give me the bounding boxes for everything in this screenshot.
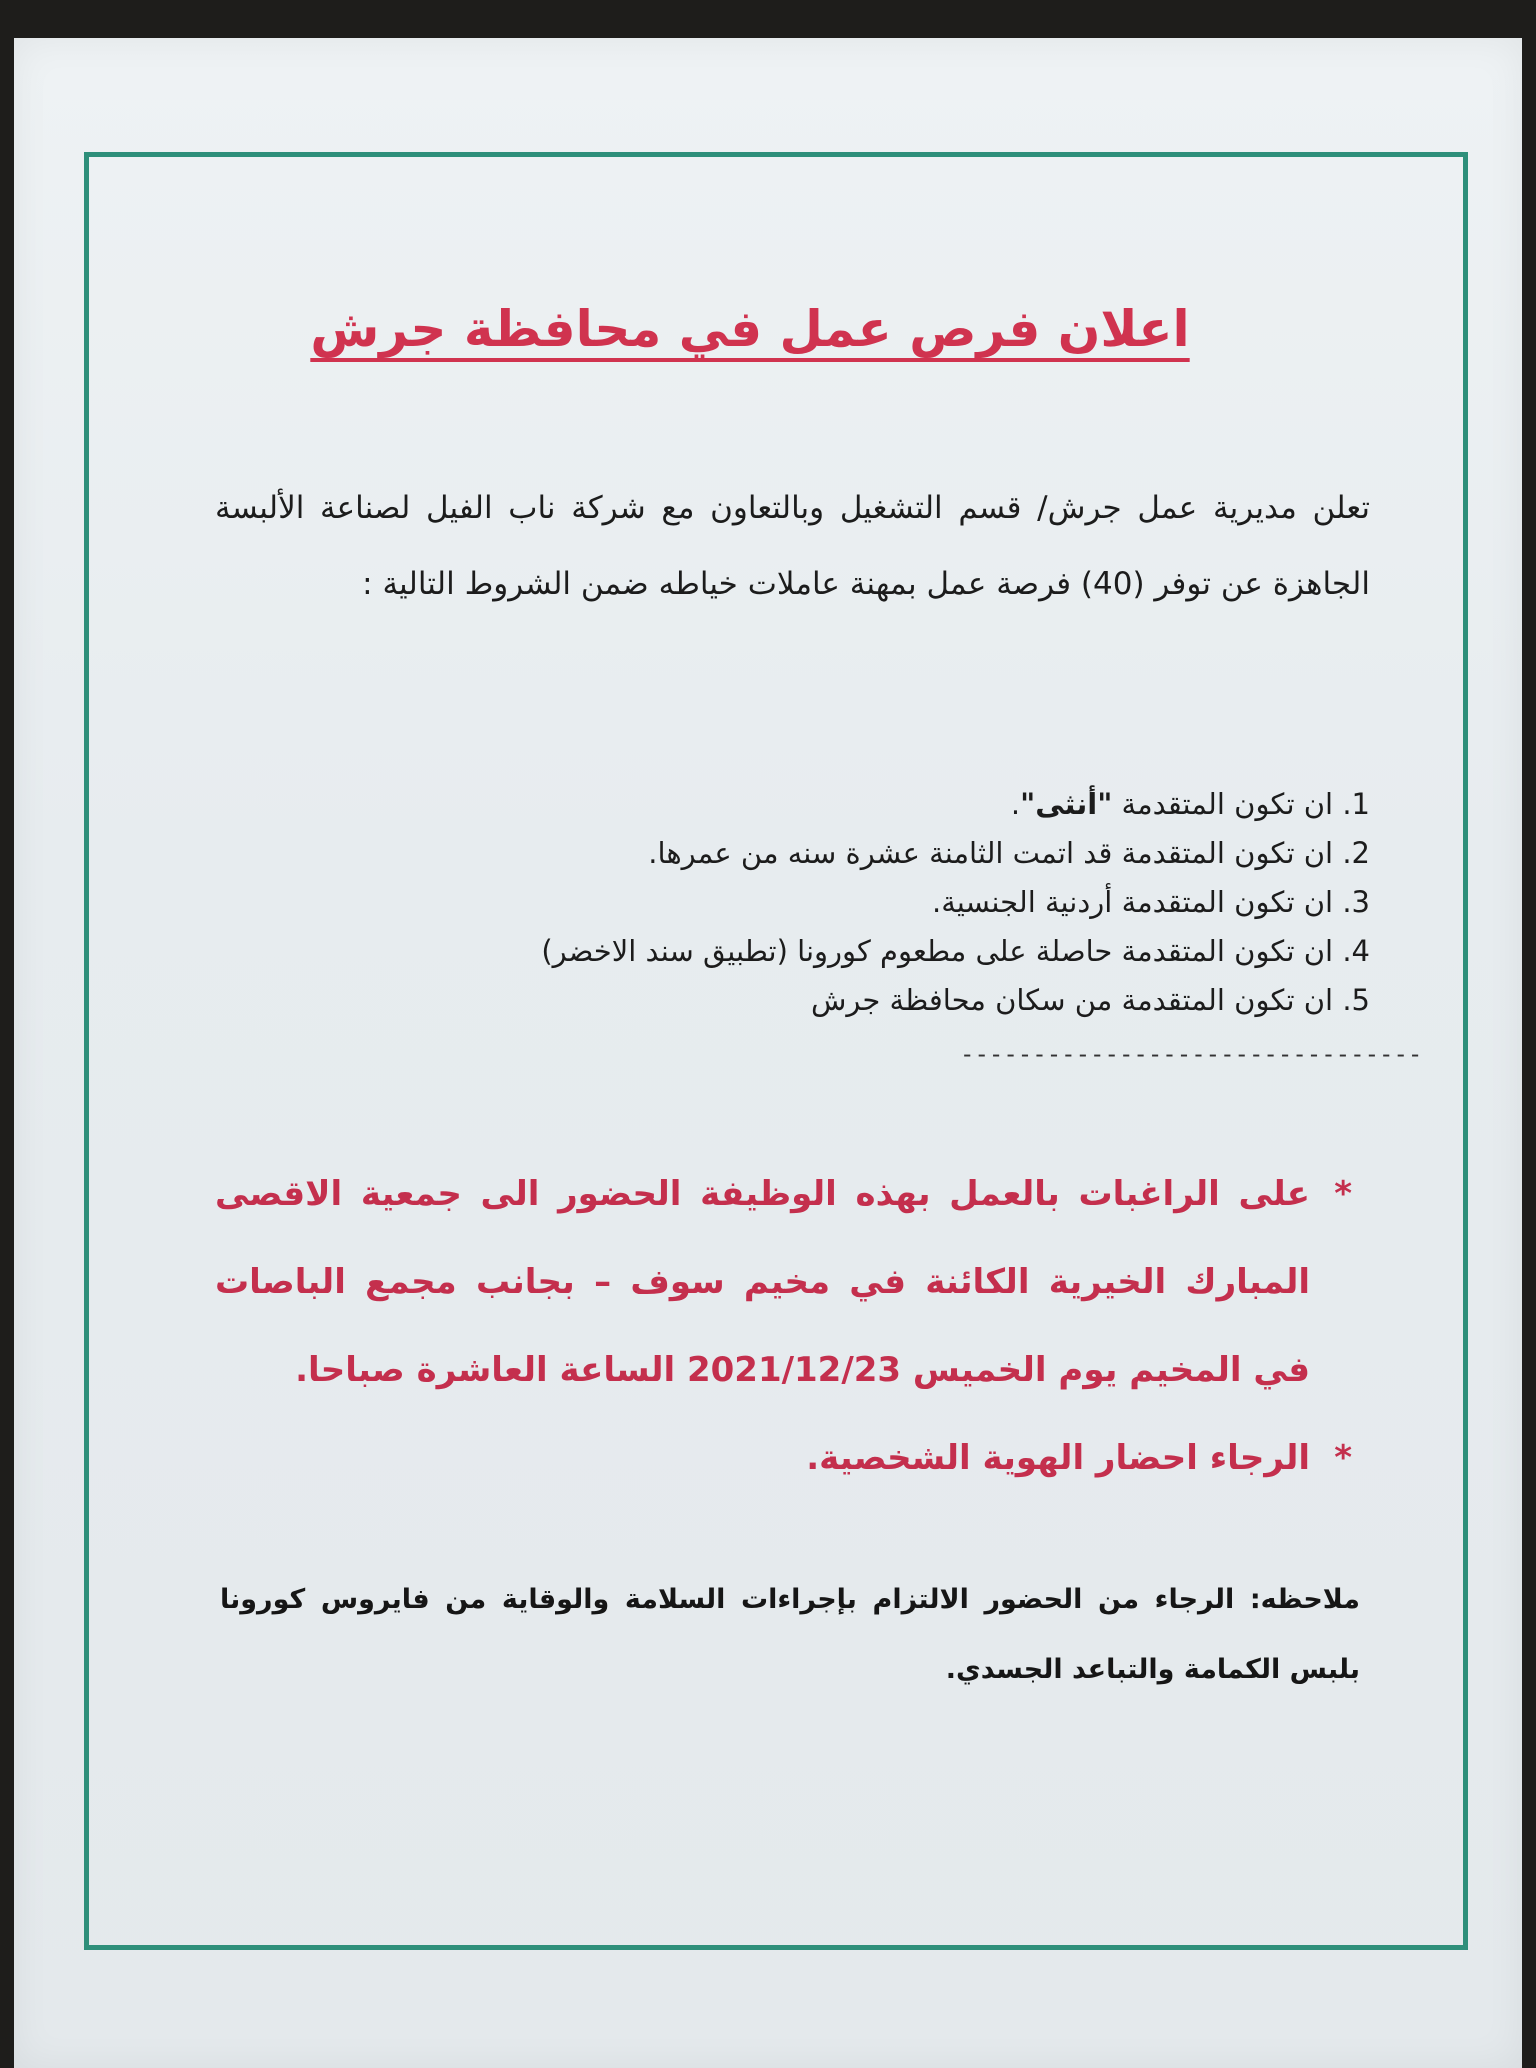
notice-item — [215, 1414, 1352, 1502]
condition-item — [460, 976, 1370, 1025]
bullet-asterisk: * — [1334, 1174, 1352, 1214]
announcement-title: اعلان فرص عمل في محافظة جرش — [310, 300, 1190, 358]
attendance-notice — [215, 1150, 1350, 1502]
condition-number: 3. — [1342, 885, 1370, 919]
condition-item — [460, 780, 1370, 829]
condition-number: 5. — [1342, 983, 1370, 1017]
condition-item — [460, 829, 1370, 878]
condition-item — [460, 878, 1370, 927]
intro-paragraph: تعلن مديرية عمل جرش/ قسم التشغيل وبالتعاون مع شركة ناب الفيل لصناعة الألبسة الجاهزة عن توفر (40) فرصة عمل بمهنة عاملات خياطه ضمن الشروط التالية : — [215, 490, 1370, 602]
condition-emphasis: "أنثى" — [1020, 787, 1113, 821]
notice-text: على الراغبات بالعمل بهذه الوظيفة الحضور الى جمعية الاقصى المبارك الخيرية الكائنة في مخيم سوف – بجانب مجمع الباصات في المخيم يوم الخميس 2021/12/23 الساعة العاشرة صباحا. — [215, 1174, 1310, 1390]
condition-number: 1. — [1342, 787, 1370, 821]
condition-text-end: . — [1010, 787, 1021, 821]
notice-text: الرجاء احضار الهوية الشخصية. — [806, 1438, 1310, 1478]
dashed-separator: -------------------------------- — [960, 1040, 1423, 1068]
condition-text: ان تكون المتقدمة — [1112, 787, 1334, 821]
condition-text: ان تكون المتقدمة قد اتمت الثامنة عشرة سنه من عمرها. — [648, 836, 1334, 870]
condition-item — [460, 927, 1370, 976]
bullet-asterisk: * — [1334, 1438, 1352, 1478]
condition-text: ان تكون المتقدمة حاصلة على مطعوم كورونا (تطبيق سند الاخضر) — [541, 934, 1334, 968]
condition-number: 4. — [1342, 934, 1370, 968]
notice-item — [215, 1150, 1352, 1414]
condition-text: ان تكون المتقدمة من سكان محافظة جرش — [811, 983, 1334, 1017]
safety-note: ملاحظه: الرجاء من الحضور الالتزام بإجراءات السلامة والوقاية من فايروس كورونا بلبس الكمامة والتباعد الجسدي. — [220, 1584, 1360, 1685]
condition-text: ان تكون المتقدمة أردنية الجنسية. — [932, 885, 1334, 919]
conditions-list — [460, 780, 1370, 1025]
condition-number: 2. — [1342, 836, 1370, 870]
